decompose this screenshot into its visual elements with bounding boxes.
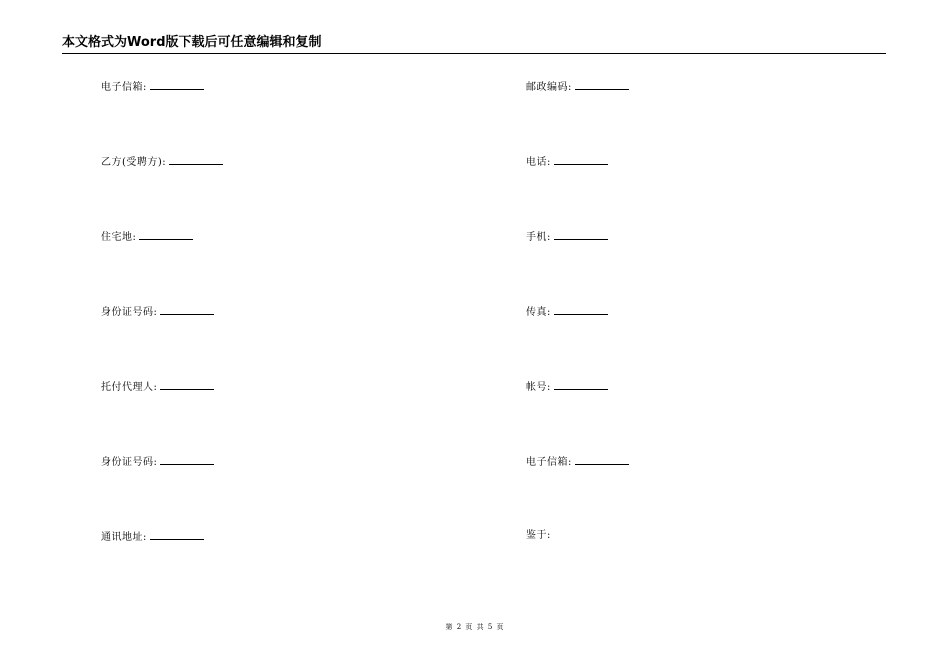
field-residence <box>101 230 193 244</box>
field-label: 传真: <box>526 307 551 318</box>
page-header <box>62 34 886 54</box>
fill-blank <box>554 155 608 165</box>
field-label: 帐号: <box>526 382 551 393</box>
field-label: 电子信箱: <box>101 82 147 93</box>
page-footer <box>0 622 950 632</box>
field-label: 托付代理人: <box>101 382 158 393</box>
field-label: 电话: <box>526 157 551 168</box>
field-label: 住宅地: <box>101 232 137 243</box>
field-mailing-address <box>101 530 204 544</box>
fill-blank <box>169 155 223 165</box>
field-email-right <box>526 455 629 469</box>
fill-blank <box>139 230 193 240</box>
field-mobile <box>526 230 608 244</box>
field-whereas <box>526 530 551 542</box>
field-postcode <box>526 80 629 94</box>
field-party-b <box>101 155 223 169</box>
page-number: 第 2 页 共 5 页 <box>445 623 505 631</box>
field-label: 乙方(受聘方): <box>101 157 167 168</box>
field-account <box>526 380 608 394</box>
field-phone <box>526 155 608 169</box>
field-label: 邮政编码: <box>526 82 572 93</box>
header-title: 本文格式为Word版下载后可任意编辑和复制 <box>62 35 322 50</box>
fill-blank <box>554 305 608 315</box>
field-label: 通讯地址: <box>101 532 147 543</box>
field-agent <box>101 380 214 394</box>
fill-blank <box>150 530 204 540</box>
fill-blank <box>554 380 608 390</box>
field-label: 电子信箱: <box>526 457 572 468</box>
fill-blank <box>160 455 214 465</box>
field-label: 鉴于: <box>526 530 551 541</box>
field-email-left <box>101 80 204 94</box>
field-label: 身份证号码: <box>101 457 158 468</box>
field-label: 身份证号码: <box>101 307 158 318</box>
fill-blank <box>150 80 204 90</box>
fill-blank <box>575 455 629 465</box>
field-id-number <box>101 305 214 319</box>
fill-blank <box>160 305 214 315</box>
field-label: 手机: <box>526 232 551 243</box>
field-id-number-2 <box>101 455 214 469</box>
fill-blank <box>575 80 629 90</box>
fill-blank <box>554 230 608 240</box>
field-fax <box>526 305 608 319</box>
fill-blank <box>160 380 214 390</box>
